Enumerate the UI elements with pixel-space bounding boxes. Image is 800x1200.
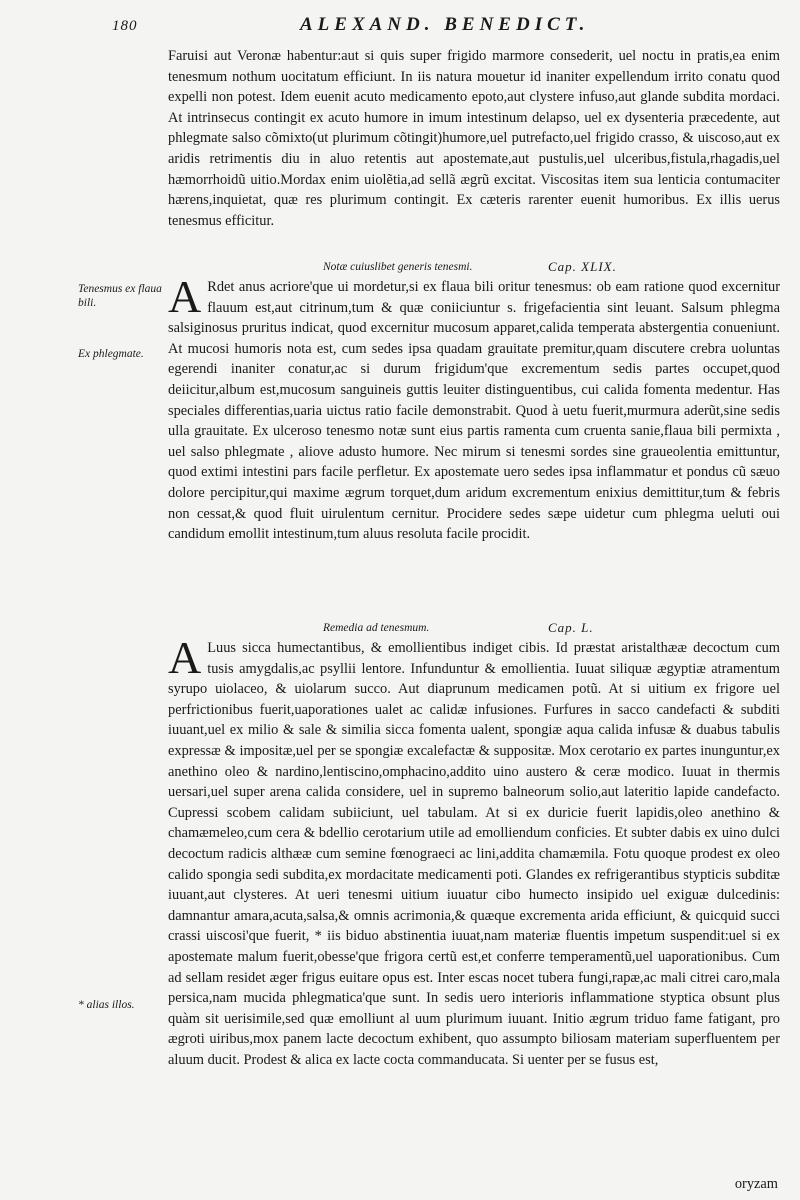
- chapter-title: Notæ cuiuslibet generis tenesmi.: [323, 261, 473, 273]
- chapter-heading-49: [168, 259, 780, 279]
- chapter-50-body: [168, 632, 780, 1070]
- margin-note: * alias illos.: [78, 999, 135, 1011]
- author-running-title: ALEXAND. BENEDICT.: [300, 14, 590, 35]
- chapter-text: Rdet anus acriore'que ui mordetur,si ex flaua bili oritur tenesmus: ob eam ratione quod excernitur flauum est,aut citrinum,tum & quæ coniiciuntur s. frigefacientia sint leuant. Salsum phlegma salsiginosus pruritus indicat, quod excernitur mucosum apparet,calida temperata abstergentia conueniunt. At mucosi humoris nota est, cum sedes ipsa quadam grauitate premitur,quam discutere crebra uoluntas egerendi inaniter conatur,ac si durum frigidum'que excrementum sedis partes occupet,quod deiicitur,album est,mucosum sanguineis guttis leuiter distinguentibus, cui calida fomenta medentur. Has speciales differentias,uaria uictus ratio facile demonstrabit. Quod à uetu fuerit,murmura aderũt,sine sedis ulla grauitate. Ex ulceroso tenesmo notæ sunt eius partis ramenta cum cruenta sanie,flaua bili permixta , uel salso phlegmate , aliove adusto humore. Nec mirum si tenesmi sordes sine graueolentia emittuntur, quod extimi intestini pars facile perfletur. Ex apostemate uero sedes ipsa inflammatur et pondus cũ sæuo dolore percipitur,qui maxime ægrum torquet,dum aridum excrementum enixius demittitur,tum & febris non cessat,& quod fluit uirulentum cernitur. Procidere sedes sæpe uidetur cum phlegma ueluti oui candidum emollit intestinum,tum aluus resoluta facile procidit.: [168, 279, 780, 543]
- margin-note: Ex phlegmate.: [78, 348, 144, 360]
- chapter-number: Cap. XLIX.: [548, 259, 617, 274]
- page-number: 180: [112, 18, 138, 34]
- chapter-text: Luus sicca humectantibus, & emollientibus indiget cibis. Id præstat aristalthææ decoctum cum tusis amygdalis,ac psyllii lentore. Infunduntur & emollientia. Iuuat siliquæ ægyptiæ atramentum syrupo uiolaceo, & uiolarum succo. Aut diaprunum medicamen potũ. At si uitium ex frigore uel perfrictionibus fuerit,uaporationes ualet ac calidæ infusiones. Furfures in sacco candefacti & subditi iuuant,uel ex milio & sale & similia sicca fomenta ualent, spongiæ aqua calida infusæ & duabus tabulis expressæ & impositæ,uel per se spongiæ excalefactæ & suppositæ. Mox cerotario ex partes inunguntur,ex anethino oleo & nardino,lentiscino,omphacino,addito uino austero & ceræ modico. Iuuat in thermis uersari,uel super arena calida considere, uel in supremo balneorum solio,aut lateritio lapide candefacto. Cupressi scobem calidam subiiciunt, uel tabulam. At si ex duricie fuerit lapidis,oleo anethino & chamæmeleo,cum cera & bdellio cerotarium utile ad emolliendum conficies. Et subter dabis ex uino dulci decoctum radicis althææ cum semine fœnograeci ac lini,addita chamæmila. Fotu quoque prodest ex oleo calido spongia sedi subdita,ex mordacitate medicamenti poti. Glandes ex refrigerantibus stypticis subditæ iuuant,aut clysteres. At ueri tenesmi uitium iuuatur cibo humecto insipido uel exiguæ dulcedinis: damnantur amara,acuta,salsa,& omnis acrimonia,& quæque excrementa arida efficiunt, & quicquid succi crassi uiscosi'que fuerit, * iis biduo abstinentia iuuat,nam materiæ fluentis impetum suspendit:uel si ex apostemate malum fuerit,obesse'que frigora certũ est,et conferre temperamentũ,uel uaporationibus. Cum ad sellam residet æger frigus euitare opus est. Inter escas nocet tubera fungi,rapæ,ac mali citrei caro,mala persica,nam mucida phlegmatica'que sunt. In sedis uero interioris inflammatione styptica obsunt plus quàm sit uerisimile,sed quæ emolliunt al uum plurimum iuuant. Initio ægrum triduo fame fatigant, pro ægroti uiribus,mox panem lacte decoctum exhibent, quo assumpto biliosam materiam superfluentem per aluum ducit. Prodest & alica ex lacte cocta commanducata. Si uenter per se fusus est,: [168, 640, 780, 1068]
- drop-capital: A: [168, 632, 202, 683]
- running-head: [0, 12, 800, 42]
- chapter-title: Remedia ad tenesmum.: [323, 622, 430, 634]
- chapter-49-body: [168, 271, 780, 545]
- margin-note: Tenesmus ex flaua bili.: [78, 283, 162, 309]
- opening-paragraph: Faruisi aut Veronæ habentur:aut si quis super frigido marmore consederit, uel noctu in pratis,ea enim tenesmum nothum uocitatum efficiunt. In iis natura mouetur id inaniter expellendum irrito conatu quod expelli non potest. Idem euenit acuto medicamento epoto,aut clystere infuso,aut glande subdita mordaci. At intrinsecus contingit ex acuto humore in imum intestinum delapso, uel ex dysenteria præcedente, aut phlegmate salso cõmixto(ut plurimum cõtingit)humore,uel putrefacto,uel frigido crasso, & uiscoso,aut ex aridis retrimentis diu in aluo retentis aut apostemate,aut pustulis,uel ulceribus,fistula,rhagadis,uel hæmorrhoidũ uitio.Mordax enim uiolẽtia,ad sellã ægrũ excitat. Viscositas item sua lenticia contumaciter hærens,inquietat, quæ res plurimum contingit. Ex cæteris rarenter euenit humoribus. Ex illis uerus tenesmus efficitur.: [168, 48, 780, 229]
- chapter-heading-50: [168, 620, 780, 640]
- drop-capital: A: [168, 271, 202, 322]
- chapter-number: Cap. L.: [548, 620, 594, 635]
- catchword: oryzam: [734, 1176, 778, 1192]
